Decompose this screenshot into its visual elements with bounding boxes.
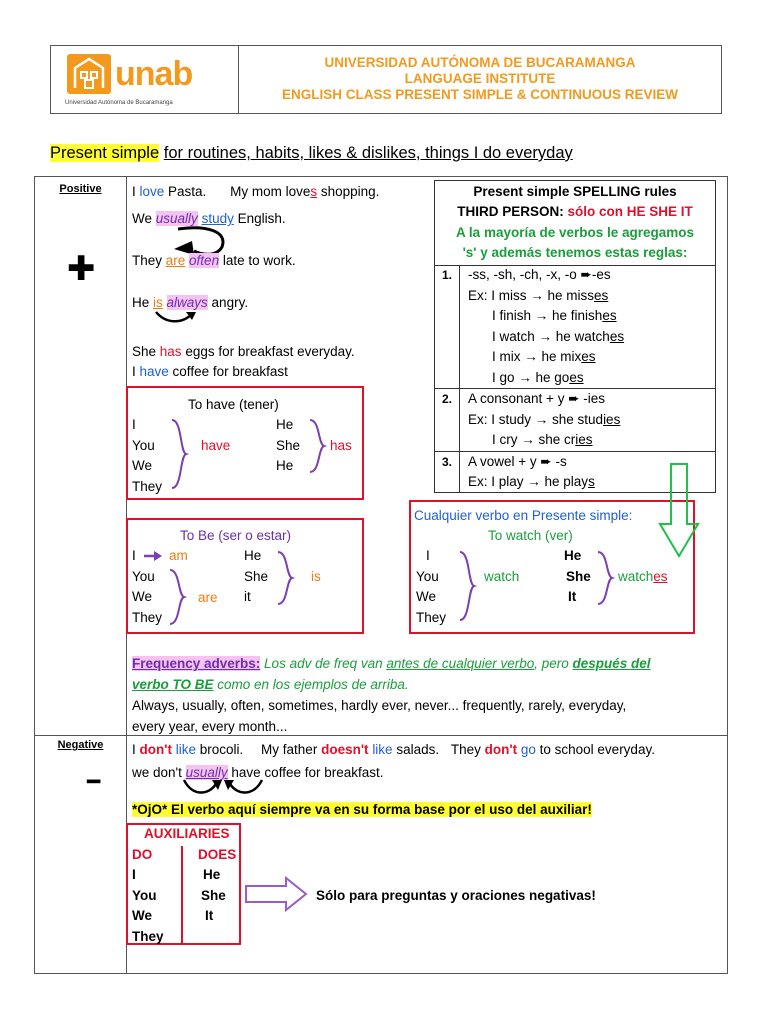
positive-line-2: We usually study English. bbox=[132, 211, 286, 226]
to-have-verb-have: have bbox=[201, 438, 231, 453]
brace-icon bbox=[306, 418, 328, 474]
to-be-pronoun: She bbox=[244, 569, 269, 584]
aux-pronoun: She bbox=[201, 888, 226, 903]
rule-3-example: Ex: I play → he plays bbox=[468, 474, 595, 489]
to-be-verb-is: is bbox=[311, 569, 321, 584]
to-have-title: To have (tener) bbox=[188, 397, 279, 412]
freq-line-2: verbo TO BE como en los ejemplos de arriba. bbox=[132, 677, 409, 692]
to-be-verb-am: am bbox=[169, 548, 188, 563]
aux-pronoun: They bbox=[132, 929, 164, 944]
aux-do: DO bbox=[132, 847, 153, 862]
to-have-pronoun: I bbox=[132, 417, 136, 432]
aux-pronoun: He bbox=[203, 867, 221, 882]
plus-icon: ✚ bbox=[67, 250, 96, 288]
to-be-pronoun: We bbox=[132, 589, 153, 604]
to-have-verb-has: has bbox=[330, 438, 352, 453]
to-be-pronoun: I bbox=[132, 548, 136, 563]
logo-word: unab bbox=[115, 55, 193, 93]
rule-1-example: Ex: I miss → he misses bbox=[468, 288, 609, 303]
ojo-note: *OjO* El verbo aquí siempre va en su forma base por el uso del auxiliar! bbox=[132, 802, 592, 817]
to-have-pronoun: They bbox=[132, 479, 163, 494]
any-verb-pronoun: He bbox=[564, 548, 582, 563]
any-verb-pronoun: She bbox=[566, 569, 591, 584]
spelling-note-2: 's' y además tenemos estas reglas: bbox=[462, 245, 688, 260]
building-icon bbox=[67, 54, 111, 94]
arrow-right-outline-icon bbox=[244, 876, 310, 912]
rule-1-example: I finish → he finishes bbox=[492, 308, 617, 323]
auxiliaries-divider bbox=[181, 846, 183, 944]
brace-icon bbox=[166, 568, 188, 626]
brace-icon bbox=[594, 550, 616, 606]
spelling-col-divider bbox=[459, 265, 460, 493]
to-have-pronoun: You bbox=[132, 438, 155, 453]
to-have-pronoun: He bbox=[276, 458, 294, 473]
aux-pronoun: It bbox=[205, 908, 214, 923]
brace-icon bbox=[456, 550, 478, 622]
brace-icon bbox=[168, 418, 190, 490]
freq-list-2: every year, every month... bbox=[132, 719, 288, 734]
negative-line-2: we don't usually have coffee for breakfast. bbox=[132, 765, 384, 780]
to-be-pronoun: He bbox=[244, 548, 262, 563]
rule-number: 1. bbox=[442, 268, 453, 282]
row-divider bbox=[35, 735, 727, 736]
rule-1-example: I go → he goes bbox=[492, 370, 584, 385]
rule-number: 3. bbox=[442, 455, 453, 469]
positive-label: Positive bbox=[59, 183, 102, 195]
brace-icon bbox=[274, 550, 296, 606]
rule-1-example: I mix → he mixes bbox=[492, 349, 596, 364]
to-be-title: To Be (ser o estar) bbox=[180, 528, 292, 543]
rule-3-head: A vowel + y ➨ -s bbox=[468, 454, 567, 469]
to-be-pronoun: They bbox=[132, 610, 163, 625]
section-title-rest: for routines, habits, likes & dislikes, things I do everyday bbox=[163, 144, 573, 162]
any-verb-watches: watches bbox=[618, 569, 668, 584]
positive-line-4: He is always angry. bbox=[132, 295, 249, 310]
rule-1-example: I watch → he watches bbox=[492, 329, 625, 344]
logo bbox=[51, 46, 239, 113]
any-verb-watch: watch bbox=[484, 569, 520, 584]
spelling-third-person: THIRD PERSON: sólo con HE SHE IT bbox=[457, 204, 693, 219]
aux-pronoun: We bbox=[132, 908, 153, 923]
any-verb-pronoun: We bbox=[416, 589, 437, 604]
spelling-row-divider bbox=[435, 388, 715, 389]
to-be-pronoun: You bbox=[132, 569, 155, 584]
aux-note: Sólo para preguntas y oraciones negativas! bbox=[316, 888, 596, 903]
rule-2-example: Ex: I study → she studies bbox=[468, 412, 621, 427]
negative-line-1: I don't like brocoli. My father doesn't like salads. They don't go to school everyday. bbox=[132, 742, 655, 757]
to-be-pronoun: it bbox=[244, 589, 251, 604]
section-title bbox=[50, 144, 573, 163]
any-verb-pronoun: It bbox=[568, 589, 577, 604]
to-have-pronoun: She bbox=[276, 438, 301, 453]
section-title-highlight: Present simple bbox=[50, 144, 160, 162]
header-line-1: UNIVERSIDAD AUTÓNOMA DE BUCARAMANGA bbox=[324, 55, 636, 70]
to-be-verb-are: are bbox=[198, 590, 218, 605]
header-line-2: LANGUAGE INSTITUTE bbox=[404, 71, 556, 86]
logo-subtitle: Universidad Autónoma de Bucaramanga bbox=[65, 100, 173, 106]
any-verb-pronoun: You bbox=[416, 569, 439, 584]
spelling-title: Present simple SPELLING rules bbox=[473, 184, 677, 199]
aux-does: DOES bbox=[198, 847, 237, 862]
header bbox=[50, 45, 722, 114]
positive-line-3: They are often late to work. bbox=[132, 253, 296, 268]
any-verb-subtitle: To watch (ver) bbox=[488, 528, 573, 543]
aux-pronoun: I bbox=[132, 867, 136, 882]
any-verb-pronoun: I bbox=[426, 548, 430, 563]
negative-label: Negative bbox=[57, 739, 104, 751]
header-title bbox=[239, 46, 721, 113]
small-arrow-icon bbox=[152, 310, 202, 328]
positive-line-5: She has eggs for breakfast everyday. bbox=[132, 344, 355, 359]
spelling-row-divider bbox=[435, 451, 715, 452]
arrow-down-icon bbox=[658, 462, 700, 558]
rule-1-head: -ss, -sh, -ch, -x, -o ➨-es bbox=[468, 267, 611, 282]
freq-line-1: Frequency adverbs: Los adv de freq van antes de cualquier verbo, pero después del bbox=[132, 656, 651, 671]
rule-number: 2. bbox=[442, 392, 453, 406]
freq-list-1: Always, usually, often, sometimes, hardly ever, never... frequently, rarely, everyday, bbox=[132, 698, 627, 713]
header-line-3: ENGLISH CLASS PRESENT SIMPLE & CONTINUOUS REVIEW bbox=[281, 87, 679, 102]
any-verb-title: Cualquier verbo en Presente simple: bbox=[414, 508, 633, 523]
rule-2-head: A consonant + y ➨ -ies bbox=[468, 391, 606, 406]
arrow-right-icon bbox=[142, 550, 164, 562]
rule-2-example: I cry → she cries bbox=[492, 432, 593, 447]
positive-line-6: I have coffee for breakfast bbox=[132, 364, 288, 379]
minus-icon: ━ bbox=[87, 769, 101, 794]
spelling-note-1: A la mayoría de verbos le agregamos bbox=[455, 225, 695, 240]
aux-pronoun: You bbox=[132, 888, 157, 903]
to-have-pronoun: We bbox=[132, 458, 153, 473]
positive-line-1: I love Pasta. My mom loves shopping. bbox=[132, 184, 380, 199]
any-verb-pronoun: They bbox=[416, 610, 447, 625]
to-have-pronoun: He bbox=[276, 417, 294, 432]
auxiliaries-title: AUXILIARIES bbox=[144, 826, 230, 841]
